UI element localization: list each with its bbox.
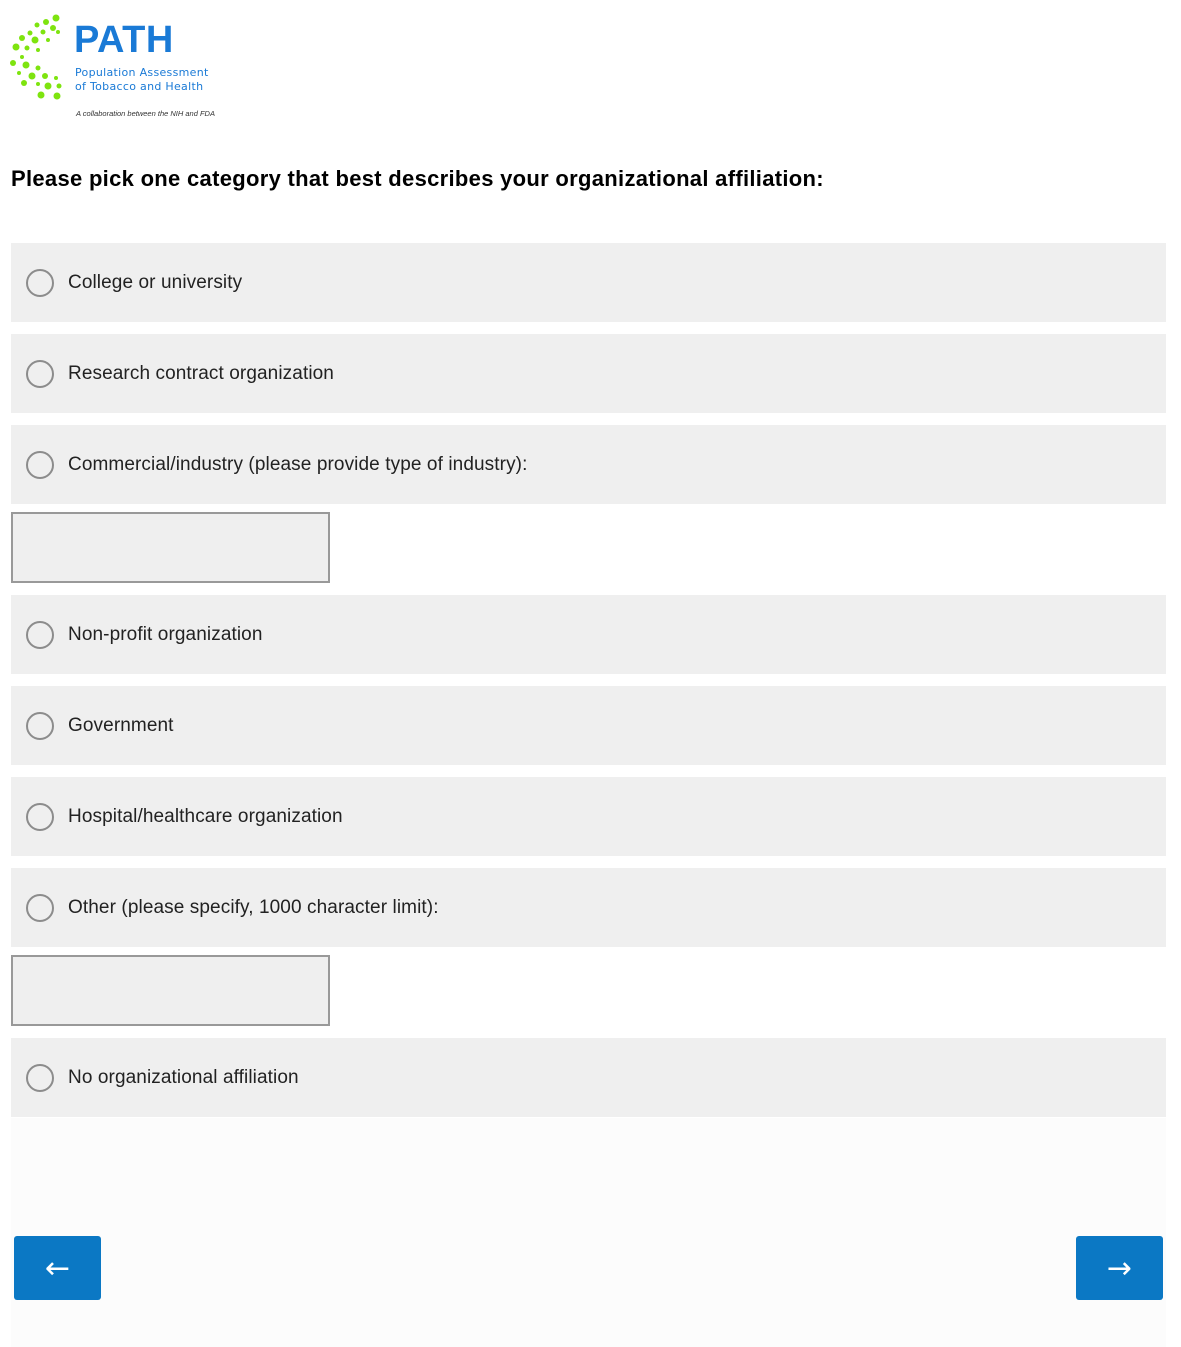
other-specify-input[interactable] xyxy=(11,955,330,1026)
question-text: Please pick one category that best describes your organizational affiliation: xyxy=(11,166,824,191)
choice-other[interactable] xyxy=(11,868,1166,947)
radio-button[interactable] xyxy=(26,451,54,479)
logo-subtitle-line2: of Tobacco and Health xyxy=(75,80,204,93)
radio-button[interactable] xyxy=(26,360,54,388)
arrow-left-icon: ← xyxy=(44,1250,71,1286)
choice-research-contract[interactable] xyxy=(11,334,1166,413)
radio-button[interactable] xyxy=(26,894,54,922)
choice-college[interactable] xyxy=(11,243,1166,322)
next-button[interactable] xyxy=(1076,1236,1163,1300)
choice-label: Government xyxy=(68,714,174,736)
choice-commercial-industry[interactable] xyxy=(11,425,1166,504)
choice-no-affiliation[interactable] xyxy=(11,1038,1166,1117)
path-logo xyxy=(8,10,238,122)
previous-button[interactable] xyxy=(14,1236,101,1300)
choice-list xyxy=(11,243,1166,1129)
arrow-right-icon: → xyxy=(1106,1250,1133,1286)
path-logo-dots-icon xyxy=(8,10,70,110)
choice-label: No organizational affiliation xyxy=(68,1066,299,1088)
choice-government[interactable] xyxy=(11,686,1166,765)
logo-title: PATH xyxy=(74,19,174,61)
radio-button[interactable] xyxy=(26,621,54,649)
choice-non-profit[interactable] xyxy=(11,595,1166,674)
logo-collaboration-text: A collaboration between the NIH and FDA xyxy=(76,109,215,118)
choice-label: College or university xyxy=(68,271,243,293)
choice-hospital-healthcare[interactable] xyxy=(11,777,1166,856)
choice-label: Commercial/industry (please provide type of industry): xyxy=(68,453,528,475)
industry-type-input[interactable] xyxy=(11,512,330,583)
radio-button[interactable] xyxy=(26,269,54,297)
radio-button[interactable] xyxy=(26,1064,54,1092)
logo-subtitle-line1: Population Assessment xyxy=(75,66,209,79)
choice-label: Non-profit organization xyxy=(68,623,263,645)
radio-button[interactable] xyxy=(26,712,54,740)
choice-label: Research contract organization xyxy=(68,362,334,384)
choice-label: Other (please specify, 1000 character limit): xyxy=(68,896,439,918)
radio-button[interactable] xyxy=(26,803,54,831)
choice-label: Hospital/healthcare organization xyxy=(68,805,343,827)
logo-subtitle xyxy=(75,66,209,94)
navigation-footer xyxy=(11,1118,1166,1347)
